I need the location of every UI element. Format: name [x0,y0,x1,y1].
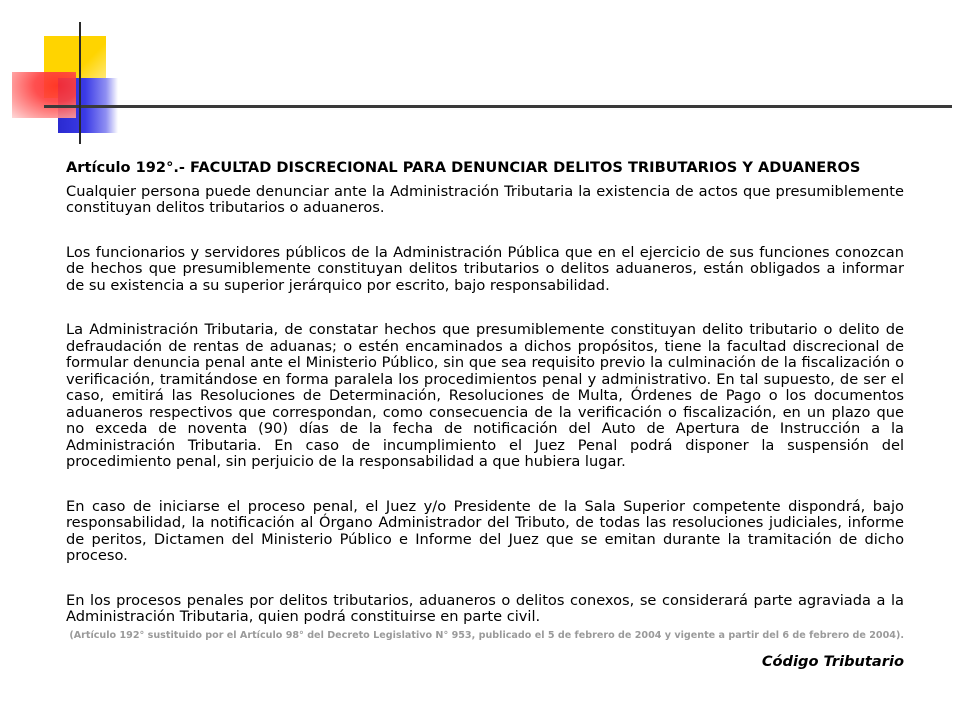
decorative-red-square [12,72,76,118]
article-paragraph: Cualquier persona puede denunciar ante la Administración Tributaria la existencia de actos que presumiblemente constituyan delitos tributarios o aduaneros. [66,182,904,216]
article-paragraph: En caso de iniciarse el proceso penal, el Juez y/o Presidente de la Sala Superior competente dispondrá, bajo responsabilidad, la notificación al Órgano Administrador del Tributo, de todas las resoluciones judiciales, informe de peritos, Dictamen del Ministerio Público e Informe del Juez que se emitan durante la tramitación de dicho proceso. [66,497,904,564]
article-title: Artículo 192°.- FACULTAD DISCRECIONAL PARA DENUNCIAR DELITOS TRIBUTARIOS Y ADUANEROS [66,159,861,176]
decorative-vertical-rule [79,22,81,144]
article-paragraph: La Administración Tributaria, de constatar hechos que presumiblemente constituyan delito tributario o delito de defraudación de rentas de aduanas; o estén encaminados a dichos propósitos, tiene la facultad discrecional de formular denuncia penal ante el Ministerio Público, sin que sea requisito previo la culminación de la fiscalización o verificación, tramitándose en forma paralela los procedimientos penal y administrativo. En tal supuesto, de ser el caso, emitirá las Resoluciones de Determinación, Resoluciones de Multa, Órdenes de Pago o los documentos aduaneros respectivos que correspondan, como consecuencia de la verificación o fiscalización, en un plazo que no exceda de noventa (90) días de la fecha de notificación del Auto de Apertura de Instrucción a la Administración Tributaria. En caso de incumplimiento el Juez Penal podrá disponer la suspensión del procedimiento penal, sin perjuicio de la responsabilidad a que hubiera lugar. [66,321,904,470]
article-paragraph: Los funcionarios y servidores públicos de la Administración Pública que en el ejercicio de sus funciones conozcan de hechos que presumiblemente constituyan delitos tributarios o delitos aduaneros, están obligados a informar de su existencia a su superior jerárquico por escrito, bajo responsabilidad. [66,243,904,294]
amendment-note: (Artículo 192° sustituido por el Artículo 98° del Decreto Legislativo N° 953, publicado el 5 de febrero de 2004 y vigente a partir del 6 de febrero de 2004). [69,629,904,641]
source-label: Código Tributario [761,653,904,670]
decorative-horizontal-rule [44,105,952,108]
article-paragraph: En los procesos penales por delitos tributarios, aduaneros o delitos conexos, se considerará parte agraviada a la Administración Tributaria, quien podrá constituirse en parte civil. [66,591,904,625]
article-body [66,160,904,644]
